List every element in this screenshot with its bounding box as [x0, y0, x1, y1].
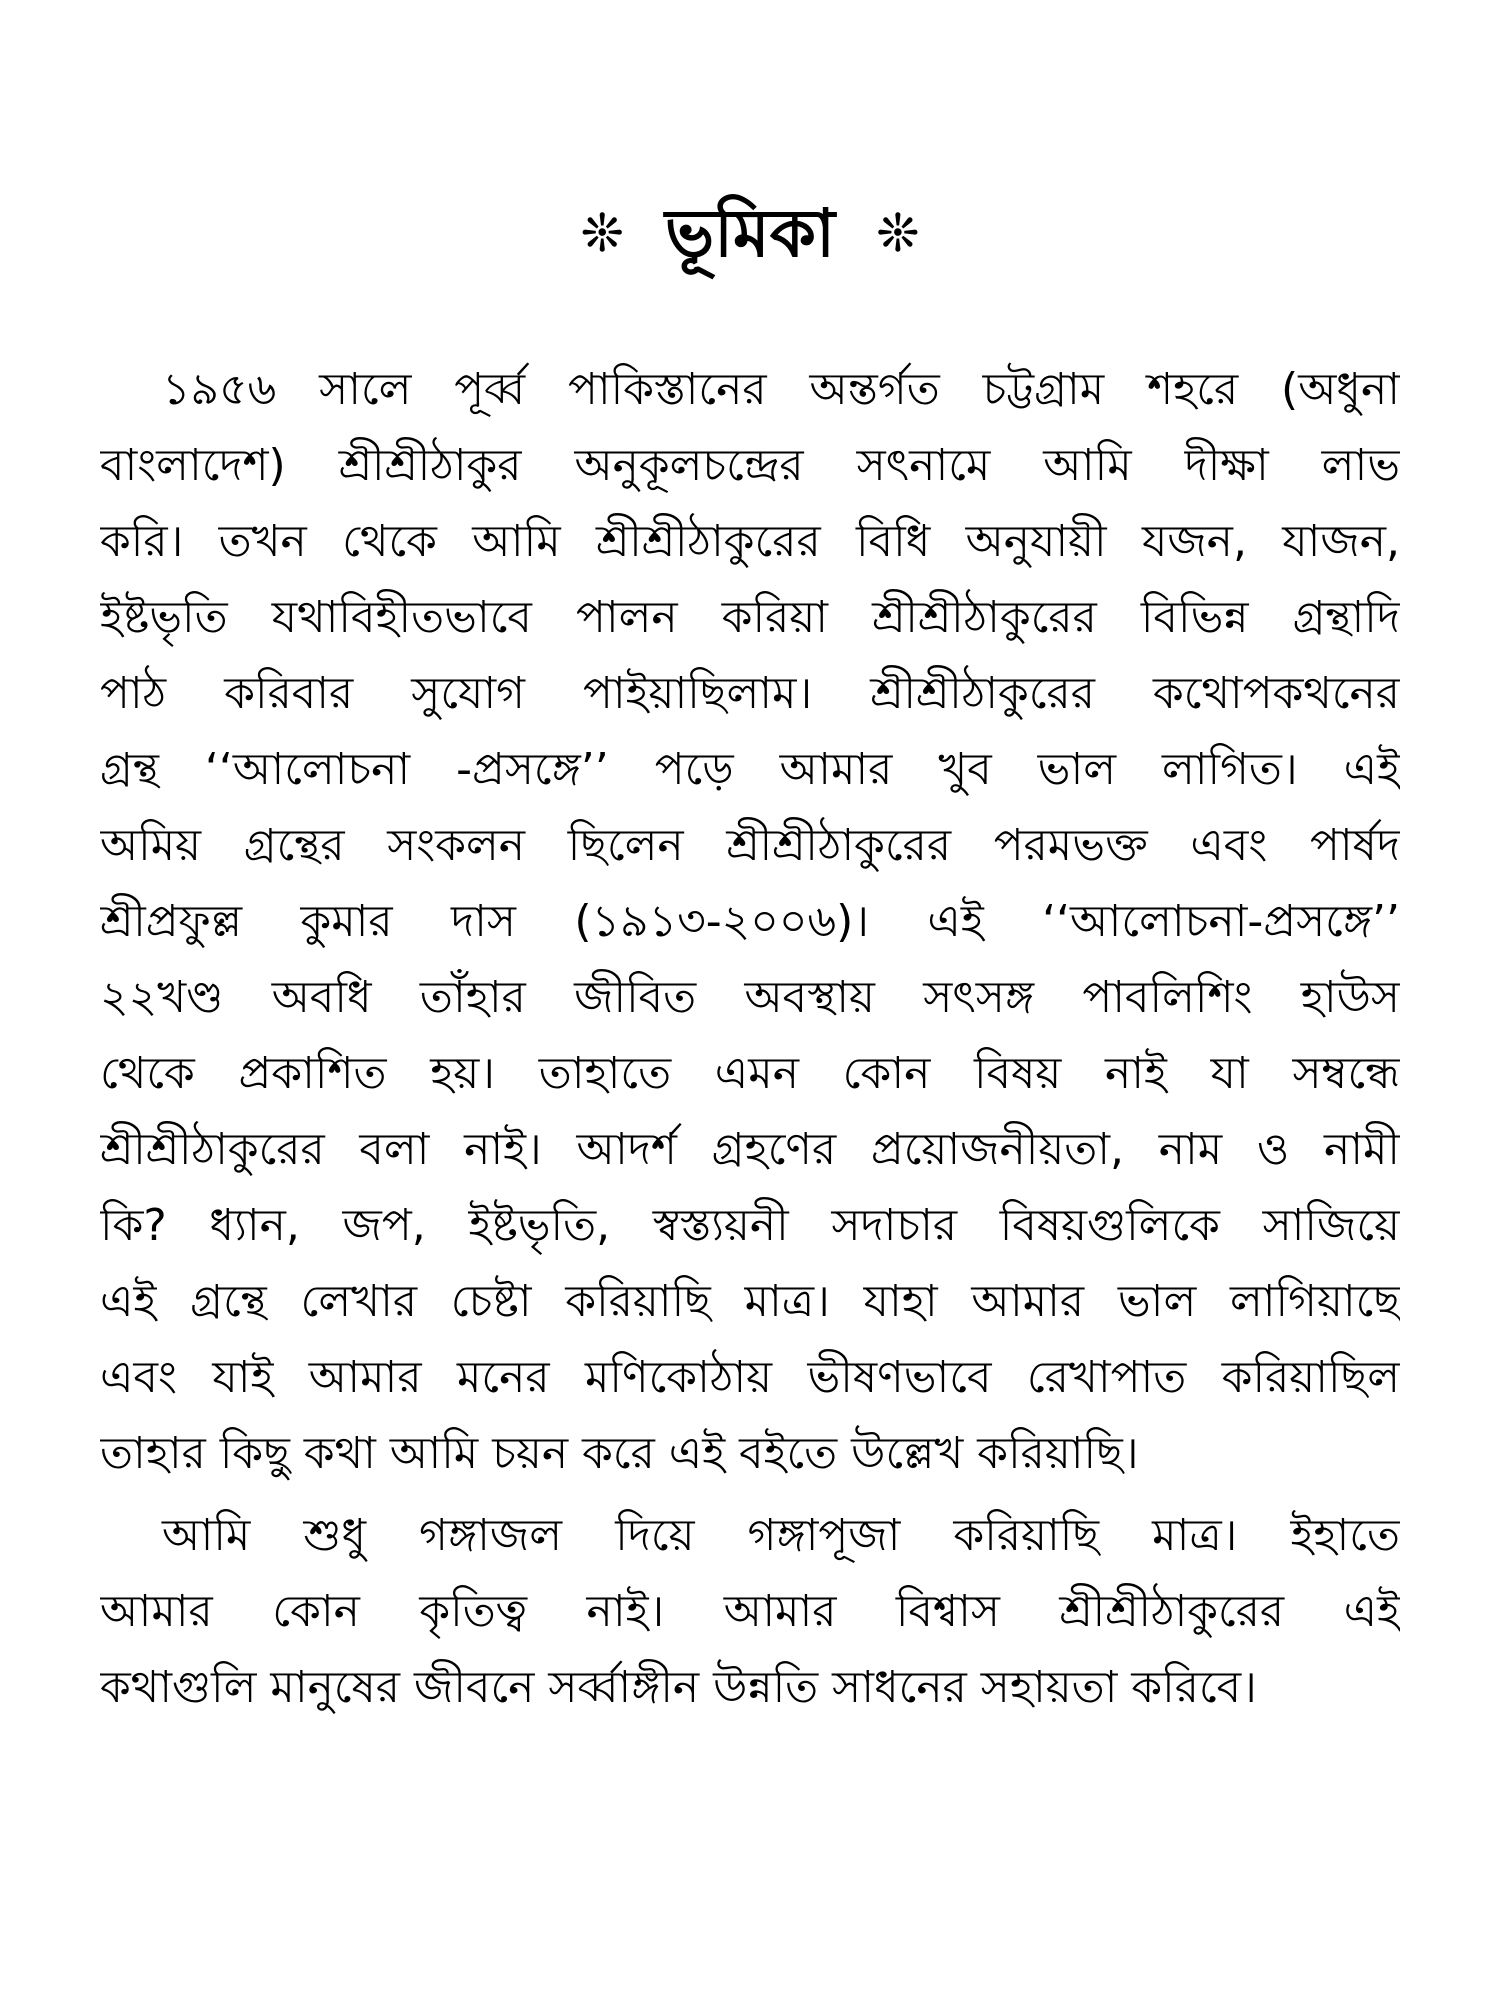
paragraph-2-line-3: কথাগুলি মানুষের জীবনে সর্ব্বাঙ্গীন উন্নতি সাধনের সহায়তা করিবে।	[100, 1662, 1257, 1713]
page-heading	[0, 185, 1500, 279]
paragraph-1-line-9: ২২খণ্ড অবধি তাঁহার জীবিত অবস্থায় সৎসঙ্গ পাবলিশিং হাউস	[100, 972, 1400, 1023]
page-title: ভূমিকা	[664, 194, 836, 272]
paragraph-1-line-2: বাংলাদেশ) শ্রীশ্রীঠাকুর অনুকূলচন্দ্রের সৎনামে আমি দীক্ষা লাভ	[100, 440, 1400, 491]
paragraph-1-line-15: তাহার কিছু কথা আমি চয়ন করে এই বইতে উল্লেখ করিয়াছি।	[100, 1428, 1139, 1479]
paragraph-1-line-7: অমিয় গ্রন্থের সংকলন ছিলেন শ্রীশ্রীঠাকুরের পরমভক্ত এবং পার্ষদ	[100, 820, 1400, 871]
paragraph-1-line-6: গ্রন্থ ‘‘আলোচনা -প্রসঙ্গে’’ পড়ে আমার খুব ভাল লাগিত। এই	[100, 744, 1400, 795]
paragraph-1-line-12: কি? ধ্যান, জপ, ইষ্টভৃতি, স্বস্ত্যয়নী সদাচার বিষয়গুলিকে সাজিয়ে	[100, 1200, 1400, 1251]
paragraph-1-line-13: এই গ্রন্থে লেখার চেষ্টা করিয়াছি মাত্র। যাহা আমার ভাল লাগিয়াছে	[100, 1276, 1400, 1327]
paragraph-1-line-1: ১৯৫৬ সালে পূর্ব্ব পাকিস্তানের অন্তর্গত চট্টগ্রাম শহরে (অধুনা	[162, 364, 1400, 415]
paragraph-1-line-10: থেকে প্রকাশিত হয়। তাহাতে এমন কোন বিষয় নাই যা সম্বন্ধে	[100, 1048, 1400, 1099]
paragraph-1-line-14: এবং যাই আমার মনের মণিকোঠায় ভীষণভাবে রেখাপাত করিয়াছিল	[100, 1352, 1400, 1403]
flower-ornament-left-icon: ❊	[580, 203, 624, 264]
paragraph-1-line-8: শ্রীপ্রফুল্ল কুমার দাস (১৯১৩-২০০৬)। এই ‘‘আলোচনা-প্রসঙ্গে’’	[100, 896, 1400, 947]
flower-ornament-right-icon: ❊	[876, 203, 920, 264]
paragraph-2-line-1: আমি শুধু গঙ্গাজল দিয়ে গঙ্গাপূজা করিয়াছি মাত্র। ইহাতে	[162, 1510, 1400, 1561]
paragraph-1-line-4: ইষ্টভৃতি যথাবিহীতভাবে পালন করিয়া শ্রীশ্রীঠাকুরের বিভিন্ন গ্রন্থাদি	[100, 592, 1400, 643]
paragraph-1-line-11: শ্রীশ্রীঠাকুরের বলা নাই। আদর্শ গ্রহণের প্রয়োজনীয়তা, নাম ও নামী	[100, 1124, 1400, 1175]
paragraph-2-line-2: আমার কোন কৃতিত্ব নাই। আমার বিশ্বাস শ্রীশ্রীঠাকুরের এই	[100, 1586, 1400, 1637]
paragraph-1-line-3: করি। তখন থেকে আমি শ্রীশ্রীঠাকুরের বিধি অনুযায়ী যজন, যাজন,	[100, 516, 1400, 567]
paragraph-1-line-5: পাঠ করিবার সুযোগ পাইয়াছিলাম। শ্রীশ্রীঠাকুরের কথোপকথনের	[100, 668, 1400, 719]
body-text	[100, 352, 1400, 1726]
